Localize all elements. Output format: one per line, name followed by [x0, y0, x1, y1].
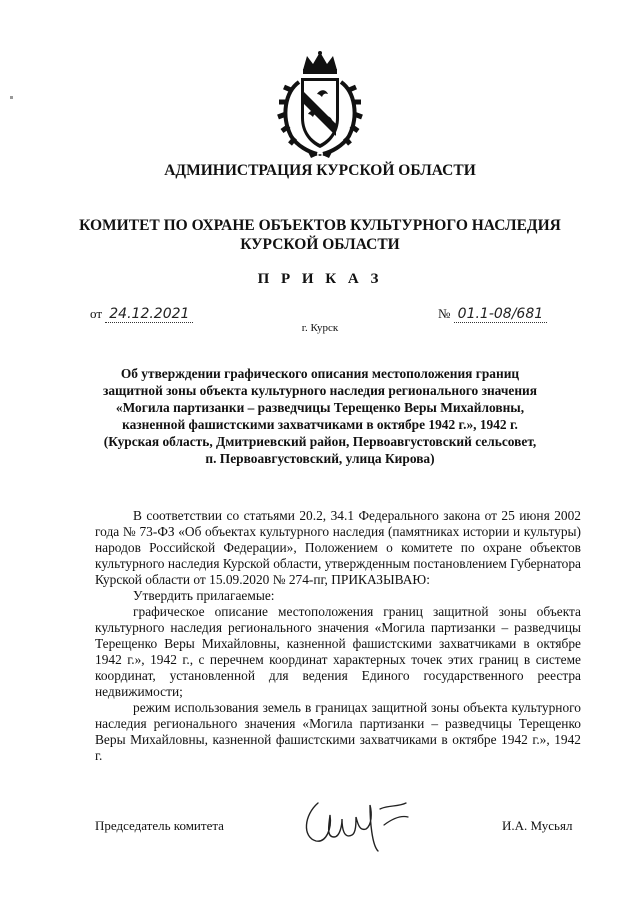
subject-line: казненной фашистскими захватчиками в октябре 1942 г.», 1942 г. [122, 417, 518, 432]
order-body [95, 508, 581, 764]
subject-line: «Могила партизанки – разведчицы Терещенко Веры Михайловны, [115, 400, 525, 415]
number-prefix: № [438, 306, 451, 321]
signatory-name: И.А. Мусьял [502, 818, 573, 833]
subject-line: Об утверждении графического описания местоположения границ [120, 366, 520, 381]
body-paragraph: Утвердить прилагаемые: [133, 588, 275, 603]
order-subject [95, 365, 545, 467]
body-paragraph: В соответствии со статьями 20.2, 34.1 Федерального закона от 25 июня 2002 года № 73-ФЗ «Об объектах культурного наследия (памятниках истории и культуры) народов Российской Федерации», Положением о комитете по охране объектов культурного наследия Курской области, утвержденным постановлением Губернатора Курской области от 15.09.2020 № 274-пг, ПРИКАЗЫВАЮ: [95, 508, 581, 587]
subject-line: (Курская область, Дмитриевский район, Первоавгустовский сельсовет, [103, 434, 537, 449]
margin-mark [10, 96, 13, 99]
date-value: 24.12.2021 [105, 306, 193, 323]
coat-of-arms-icon [277, 50, 363, 160]
committee-title-line2: КУРСКОЙ ОБЛАСТИ [240, 236, 400, 253]
number-value: 01.1-08/681 [454, 306, 547, 323]
city: г. Курск [301, 322, 339, 334]
subject-line: защитной зоны объекта культурного наследия регионального значения [102, 383, 538, 398]
body-paragraph: режим использования земель в границах защитной зоны объекта культурного наследия регионального значения «Могила партизанки – разведчицы Терещенко Веры Михайловны, казненной фашистскими захватчиками в октябре 1942 г.», 1942 г. [95, 700, 581, 763]
administration-title: АДМИНИСТРАЦИЯ КУРСКОЙ ОБЛАСТИ [164, 162, 476, 179]
committee-title-line1: КОМИТЕТ ПО ОХРАНЕ ОБЪЕКТОВ КУЛЬТУРНОГО НАСЛЕДИЯ [79, 217, 561, 234]
signatory-position: Председатель комитета [95, 818, 224, 833]
document-type: П Р И К А З [257, 271, 383, 287]
signature-icon [296, 785, 414, 855]
date-row [90, 306, 193, 323]
number-row [438, 306, 547, 323]
body-paragraph: графическое описание местоположения границ защитной зоны объекта культурного наследия регионального значения «Могила партизанки – разведчицы Терещенко Веры Михайловны, казненной фашистскими захватчиками в октябре 1942 г.», 1942 г., с перечнем координат характерных точек этих границ в системе координат, установленной для ведения Единого государственного реестра недвижимости; [95, 604, 581, 699]
date-prefix: от [90, 306, 103, 321]
committee-title [0, 216, 640, 254]
subject-line: п. Первоавгустовский, улица Кирова) [205, 451, 435, 466]
